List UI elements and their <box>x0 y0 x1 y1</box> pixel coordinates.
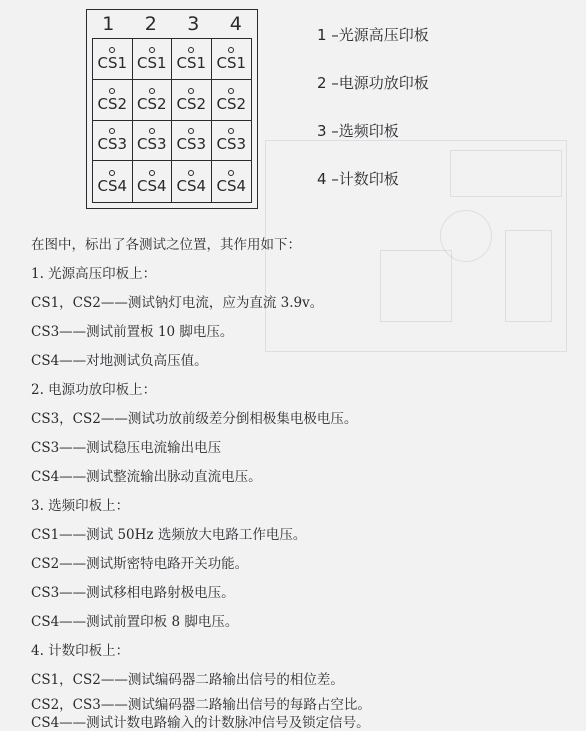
test-point-hole-icon <box>188 170 194 176</box>
test-point-cell <box>93 121 133 162</box>
test-point-cell <box>133 80 173 121</box>
test-point-hole-icon <box>228 170 234 176</box>
test-point-label: CS2 <box>136 94 167 113</box>
board-column-number: 1 <box>102 13 115 35</box>
test-point-cell <box>172 39 212 80</box>
test-point-cell <box>93 39 133 80</box>
section-heading: 3. 选频印板上： <box>31 498 130 514</box>
test-point-label: CS2 <box>176 94 207 113</box>
test-point-label: CS3 <box>176 135 207 154</box>
legend-item: 4 –计数印板 <box>317 170 399 188</box>
test-point-label: CS4 <box>136 176 167 195</box>
test-point-cell <box>133 121 173 162</box>
test-point-hole-icon <box>109 170 115 176</box>
test-point-hole-icon <box>109 88 115 94</box>
list-item: CS4——测试计数电路输入的计数脉冲信号及锁定信号。 <box>31 715 370 731</box>
bleed-through-box <box>380 250 452 322</box>
test-point-cell <box>133 39 173 80</box>
test-point-cell <box>172 80 212 121</box>
section-heading: 2. 电源功放印板上： <box>31 382 157 398</box>
section-heading: 1. 光源高压印板上： <box>31 266 157 282</box>
test-point-cell <box>212 121 252 162</box>
test-point-cell <box>93 80 133 121</box>
list-item: CS1——测试 50Hz 选频放大电路工作电压。 <box>31 527 307 543</box>
legend-item: 3 –选频印板 <box>317 122 399 140</box>
board-column-number: 4 <box>229 13 242 35</box>
section-heading: 4. 计数印板上： <box>31 643 130 659</box>
test-point-hole-icon <box>149 128 155 134</box>
test-point-label: CS1 <box>136 53 167 72</box>
test-point-cell <box>172 121 212 162</box>
test-point-hole-icon <box>109 128 115 134</box>
board-header <box>87 10 257 38</box>
list-item: CS4——测试前置印板 8 脚电压。 <box>31 614 239 630</box>
list-item: CS1，CS2——测试钠灯电流，应为直流 3.9v。 <box>31 295 324 311</box>
legend-item: 1 –光源高压印板 <box>317 26 429 44</box>
test-point-cell <box>212 161 252 202</box>
test-point-hole-icon <box>188 88 194 94</box>
test-point-cell <box>133 161 173 202</box>
test-point-cell <box>93 161 133 202</box>
test-point-label: CS1 <box>176 53 207 72</box>
list-item: CS2——测试斯密特电路开关功能。 <box>31 556 249 572</box>
bleed-through-circle <box>440 210 492 262</box>
test-point-label: CS2 <box>97 94 128 113</box>
test-point-label: CS2 <box>216 94 247 113</box>
legend-item: 2 –电源功放印板 <box>317 74 429 92</box>
test-point-cell <box>172 161 212 202</box>
test-point-hole-icon <box>149 47 155 53</box>
test-point-hole-icon <box>149 170 155 176</box>
test-point-hole-icon <box>228 88 234 94</box>
board-column-number: 2 <box>144 13 157 35</box>
test-point-label: CS1 <box>216 53 247 72</box>
bleed-through-box <box>450 150 562 197</box>
test-point-cell <box>212 39 252 80</box>
test-point-hole-icon <box>149 88 155 94</box>
test-point-hole-icon <box>188 128 194 134</box>
test-point-label: CS4 <box>176 176 207 195</box>
test-point-board <box>86 9 258 209</box>
list-item: CS1，CS2——测试编码器二路输出信号的相位差。 <box>31 672 344 688</box>
list-item: CS3——测试前置板 10 脚电压。 <box>31 324 234 340</box>
test-point-hole-icon <box>228 47 234 53</box>
board-column-number: 3 <box>187 13 200 35</box>
list-item: CS2，CS3——测试编码器二路输出信号的每路占空比。 <box>31 697 371 713</box>
test-point-label: CS4 <box>216 176 247 195</box>
test-point-hole-icon <box>228 128 234 134</box>
test-point-label: CS3 <box>216 135 247 154</box>
test-point-cell <box>212 80 252 121</box>
test-point-label: CS3 <box>97 135 128 154</box>
list-item: CS3，CS2——测试功放前级差分倒相极集电极电压。 <box>31 411 358 427</box>
list-item: CS3——测试稳压电流输出电压 <box>31 440 222 456</box>
test-point-label: CS3 <box>136 135 167 154</box>
test-point-label: CS4 <box>97 176 128 195</box>
list-item: CS4——对地测试负高压值。 <box>31 353 208 369</box>
test-point-label: CS1 <box>97 53 128 72</box>
list-item: CS3——测试移相电路射极电压。 <box>31 585 235 601</box>
test-point-hole-icon <box>109 47 115 53</box>
board-legend <box>317 24 429 191</box>
test-point-hole-icon <box>188 47 194 53</box>
board-grid <box>92 38 252 203</box>
intro-text: 在图中，标出了各测试之位置，其作用如下： <box>31 237 301 253</box>
bleed-through-box <box>505 230 552 322</box>
list-item: CS4——测试整流输出脉动直流电压。 <box>31 469 262 485</box>
